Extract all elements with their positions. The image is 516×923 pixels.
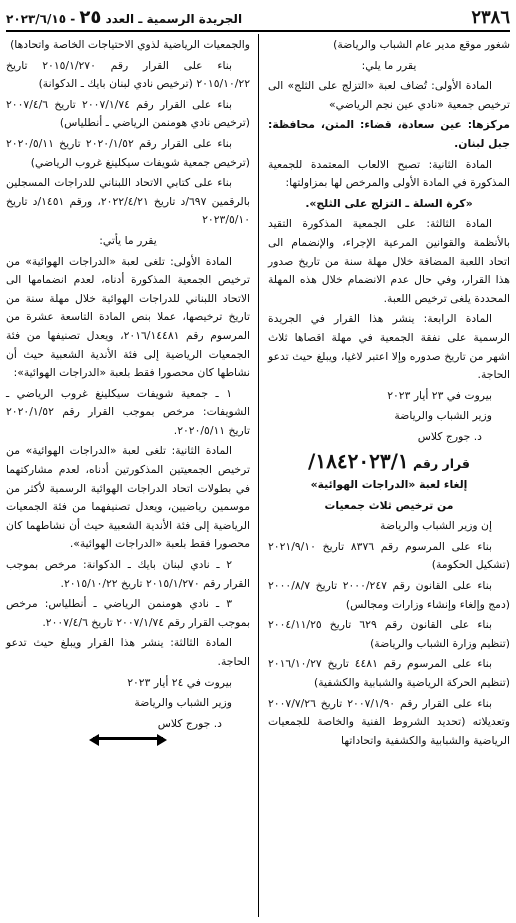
paragraph: بناء على القرار رقم ٢٠٠٧/١/٧٤ تاريخ ٢٠٠٧/٤/٦ (ترخيص نادي هومنمن الرياضي ـ أنطلياس) <box>6 97 250 130</box>
paragraph: بناء على القانون رقم ٢٠٠٠/٢٤٧ تاريخ ٢٠٠٠/٨/٧ (دمج وإلغاء وإنشاء وزارات ومجالس) <box>268 579 510 611</box>
minister-title: وزير الشباب والرياضة <box>134 696 232 710</box>
decision-id: ١٨٤ <box>315 449 348 474</box>
column-divider <box>258 34 259 917</box>
gazette-title <box>6 7 242 28</box>
approved-games: «كرة السلة ـ التزلج على الثلج». <box>305 196 473 210</box>
list-item: ٣ ـ نادي هومنمن الرياضي ـ أنطلياس: مرخص بموجب القرار رقم ٢٠٠٧/١/٧٤ تاريخ ٢٠٠٧/٤/٦. <box>6 597 250 629</box>
paragraph: بناء على القرار رقم ٢٠٢٠/١/٥٢ تاريخ ٢٠٢٠/٥/١١ (ترخيص جمعية شويفات سيكلينغ غروب الرياضي) <box>6 136 250 169</box>
end-rule <box>93 737 163 740</box>
article-3: المادة الثالثة: ينشر هذا القرار ويبلغ حيث تدعو الحاجة. <box>6 636 250 668</box>
minister-name: د. جورج كلاس <box>157 716 222 730</box>
paragraph: شغور موقع مدير عام الشباب والرياضة) <box>333 38 510 51</box>
article-1: المادة الأولى: تُضاف لعبة «التزلج على الثلج» الى ترخيص جمعية «نادي عين نجم الرياضي» <box>268 79 510 111</box>
paragraph: إن وزير الشباب والرياضة <box>380 519 492 533</box>
gazette-name: الجريدة الرسمية ـ العدد <box>105 11 243 26</box>
minister-title: وزير الشباب والرياضة <box>394 409 492 423</box>
resolves-heading: يقرر ما يأتي: <box>99 233 157 247</box>
decision-year: ٢٠٢٣/١/ <box>308 449 409 474</box>
list-item: ١ ـ جمعية شويفات سيكلينغ غروب الرياضي ـ الشويفات: مرخص بموجب القرار رقم ٢٠٢٠/١/٥٢ تاريخ ٢٠٢٠/٥/١١. <box>6 386 250 437</box>
resolves-heading: يقرر ما يلي: <box>361 58 417 72</box>
club-location: مركزها: عين سعادة، قضاء: المتن، محافظة: جبل لبنان. <box>268 118 510 150</box>
article-2: المادة الثانية: تصبح الالعاب المعتمدة للجمعية المذكورة في المادة الأولى والمرخص لها بمزاولتها: <box>268 157 510 190</box>
article-1: المادة الأولى: تلغى لعبة «الدراجات الهوائية» من ترخيص الجمعية المذكورة أدناه، لعدم انضمامها الى الاتحاد اللبناني للدراجات الهوائية خلال مهلة سنة من تاريخ ترخيصها، عملا بنص المادة التاسعة عشرة من المرسوم رقم ٢٠١٦/١٤٤٨١، ويعدل تصنيفها من فئة الجمعيات الرياضية إلى فئة الأندية الشعبية حيث أن نشاطها كان محصورا فقط بلعبة «الدراجات الهوائية»: <box>6 254 250 380</box>
paragraph: بناء على المرسوم رقم ٨٣٧٦ تاريخ ٢٠٢١/٩/١٠ (تشكيل الحكومة) <box>268 539 510 572</box>
list-item: ٢ ـ نادي لبنان بايك ـ الدكوانة: مرخص بموجب القرار رقم ٢٠١٥/١/٢٧٠ تاريخ ٢٠١٥/١٠/٢٢. <box>6 558 250 590</box>
decision-subject-2: من ترخيص ثلاث جمعيات <box>324 498 454 512</box>
issue-number: ٢٥ <box>79 6 102 28</box>
paragraph: بناء على المرسوم رقم ٤٤٨١ تاريخ ٢٠١٦/١٠/٢٧ (تنظيم الحركة الرياضية والشبابية والكشفية) <box>268 657 510 689</box>
decision-label: قرار رقم <box>412 456 470 472</box>
right-column <box>268 36 510 752</box>
left-column <box>6 36 250 744</box>
paragraph: والجمعيات الرياضية لذوي الاحتياجات الخاصة واتحادها) <box>10 38 250 51</box>
article-4: المادة الرابعة: ينشر هذا القرار في الجريدة الرسمية على نفقة الجمعية في مهلة اقصاها ثلاث اشهر من تاريخ صدوره وإلا اعتبر لاغيا، ويبلغ حيث تدعو الحاجة. <box>268 312 510 382</box>
decision-number <box>268 449 510 474</box>
paragraph: بناء على كتابي الاتحاد اللبناني للدراجات المسجلين بالرقمين ٦٩٧/د تاريخ ٢٠٢٢/٤/٢١، ورقم ١٤٥١/د تاريخ ٢٠٢٣/٥/١٠ <box>6 176 250 227</box>
page-header <box>6 6 510 28</box>
decision-subject: إلغاء لعبة «الدراجات الهوائية» <box>310 478 468 492</box>
minister-name: د. جورج كلاس <box>417 429 482 443</box>
header-rule <box>6 30 510 32</box>
issue-date: - ٢٠٢٣/٦/١٥ <box>6 11 76 26</box>
article-3: المادة الثالثة: على الجمعية المذكورة التقيد بالأنظمة والقوانين المرعية الإجراء، والإنضمام الى اتحاد اللعبة المضافة خلال مهلة سنة من تاريخ صدور هذا القرار، وفي حال عدم الانضمام خلال هذه المهلة المحددة يلغى ترخيص اللعبة. <box>268 217 510 305</box>
signing-date: بيروت في ٢٣ أيار ٢٠٢٣ <box>387 388 492 402</box>
article-2: المادة الثانية: تلغى لعبة «الدراجات الهوائية» من ترخيص الجمعيتين المذكورتين أدناه، لعدم مشاركتهما في بطولات اتحاد الدراجات الهوائية الرسمية لأكثر من موسمين رياضيين، ويعدل تصنيفهما من فئة الجمعيات الرياضية إلى فئة الأندية الشعبية حيث أن نشاطهما كان محصورا فقط بلعبة «الدراجات الهوائية». <box>6 444 250 551</box>
paragraph: بناء على القرار رقم ٢٠٠٧/١/٩٠ تاريخ ٢٠٠٧/٧/٢٦ وتعديلاته (تحديد الشروط الفنية والخاصة للجمعيات الرياضية والشبابية والكشفية واتحاداتها <box>268 696 510 747</box>
paragraph: بناء على القانون رقم ٦٢٩ تاريخ ٢٠٠٤/١١/٢٥ (تنظيم وزارة الشباب والرياضة) <box>268 618 510 650</box>
page-number: ٢٣٨٦ <box>471 6 510 28</box>
paragraph: بناء على القرار رقم ٢٠١٥/١/٢٧٠ تاريخ ٢٠١٥/١٠/٢٢ (ترخيص نادي لبنان بايك ـ الدكوانة) <box>6 58 250 91</box>
signing-date: بيروت في ٢٤ أيار ٢٠٢٣ <box>127 675 232 689</box>
